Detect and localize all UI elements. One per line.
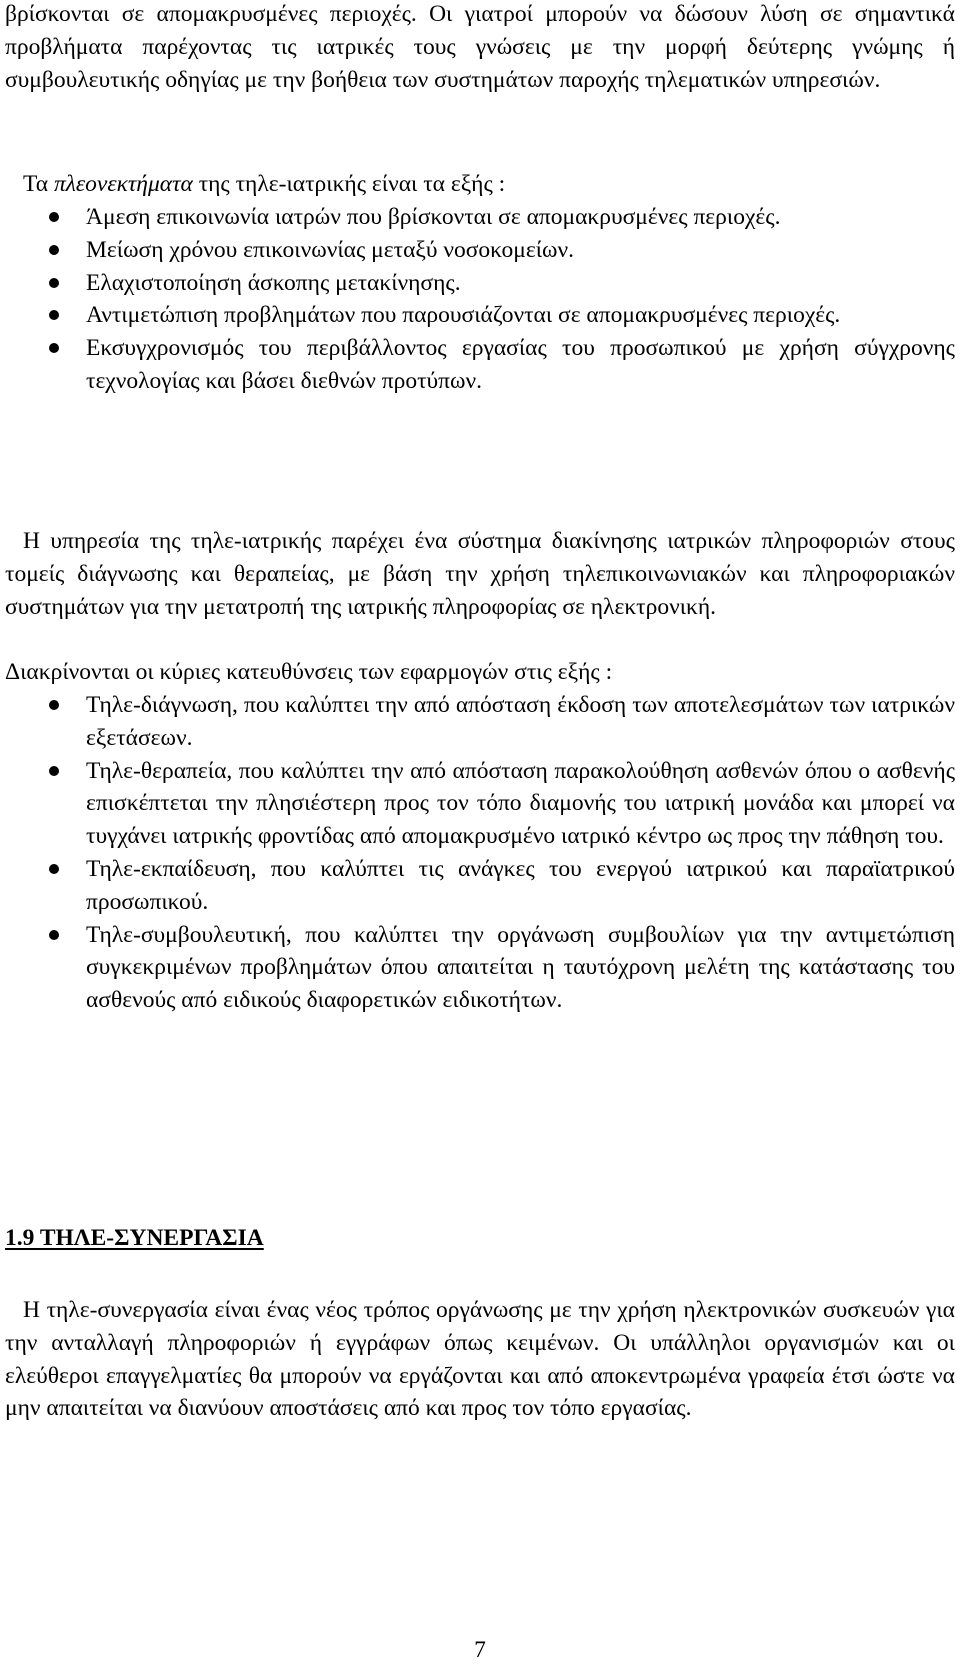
document-page: [5, 0, 955, 1678]
directions-list-item: Τηλε-διάγνωση, που καλύπτει την από απόσταση έκδοση των αποτελεσμάτων των ιατρικών εξετάσεων.: [5, 689, 955, 755]
advantages-list-item: Εκσυγχρονισμός του περιβάλλοντος εργασίας του προσωπικού με χρήση σύγχρονης τεχνολογίας και βάσει διεθνών προτύπων.: [5, 332, 955, 398]
directions-list-item: Τηλε-συμβουλευτική, που καλύπτει την οργάνωση συμβουλίων για την αντιμετώπιση συγκεκριμένων προβλημάτων όπου απαιτείται η ταυτόχρονη μελέτη της κατάστασης του ασθενούς από ειδικούς διαφορετικών ειδικοτήτων.: [5, 919, 955, 1017]
directions-intro: Διακρίνονται οι κύριες κατευθύνσεις των εφαρμογών στις εξής :: [5, 659, 613, 685]
service-paragraph: Η υπηρεσία της τηλε-ιατρικής παρέχει ένα σύστημα διακίνησης ιατρικών πληροφοριών στους τομείς διάγνωσης και θεραπείας, με βάση την χρήση τηλεπικοινωνιακών και πληροφοριακών συστημάτων για την μετατροπή της ιατρικής πληροφορίας σε ηλεκτρονική.: [5, 528, 955, 620]
advantages-list-item: Ελαχιστοποίηση άσκοπης μετακίνησης.: [5, 267, 955, 300]
advantages-list-item: Άμεση επικοινωνία ιατρών που βρίσκονται σε απομακρυσμένες περιοχές.: [5, 201, 955, 234]
page-number: 7: [474, 1637, 486, 1663]
advantages-list-item: Αντιμετώπιση προβλημάτων που παρουσιάζονται σε απομακρυσμένες περιοχές.: [5, 299, 955, 332]
directions-list-item: Τηλε-θεραπεία, που καλύπτει την από απόσταση παρακολούθηση ασθενών όπου ο ασθενής επισκέπτεται την πλησιέστερη προς τον τόπο διαμονής του ιατρική μονάδα και μπορεί να τυγχάνει ιατρικής φροντίδας από απομακρυσμένο ιατρικό κέντρο ως προς την πάθηση του.: [5, 755, 955, 853]
advantages-list-item: Μείωση χρόνου επικοινωνίας μεταξύ νοσοκομείων.: [5, 234, 955, 267]
intro-paragraph: βρίσκονται σε απομακρυσμένες περιοχές. Οι γιατροί μπορούν να δώσουν λύση σε σημαντικά προβλήματα παρέχοντας τις ιατρικές τους γνώσεις με την μορφή δεύτερης γνώμης ή συμβουλευτικής οδηγίας με την βοήθεια των συστημάτων παροχής τηλεματικών υπηρεσιών.: [5, 1, 955, 93]
advantages-intro-suffix: της τηλε-ιατρικής είναι τα εξής :: [192, 171, 506, 197]
advantages-intro: [5, 168, 955, 201]
advantages-intro-prefix: Τα: [23, 171, 54, 197]
directions-list: [5, 689, 955, 1017]
section-heading: 1.9 ΤΗΛΕ-ΣΥΝΕΡΓΑΣΙΑ: [5, 1225, 264, 1251]
advantages-intro-italic: πλεονεκτήματα: [53, 171, 193, 197]
directions-list-item: Τηλε-εκπαίδευση, που καλύπτει τις ανάγκες του ενεργού ιατρικού και παραϊατρικού προσωπικού.: [5, 853, 955, 919]
advantages-list: [5, 201, 955, 398]
section-paragraph: Η τηλε-συνεργασία είναι ένας νέος τρόπος οργάνωσης με την χρήση ηλεκτρονικών συσκευών για την ανταλλαγή πληροφοριών ή εγγράφων όπως κειμένων. Οι υπάλληλοι οργανισμών και οι ελεύθεροι επαγγελματίες θα μπορούν να εργάζονται και από αποκεντρωμένα γραφεία έτσι ώστε να μην απαιτείται να διανύουν αποστάσεις από και προς τον τόπο εργασίας.: [5, 1297, 955, 1422]
